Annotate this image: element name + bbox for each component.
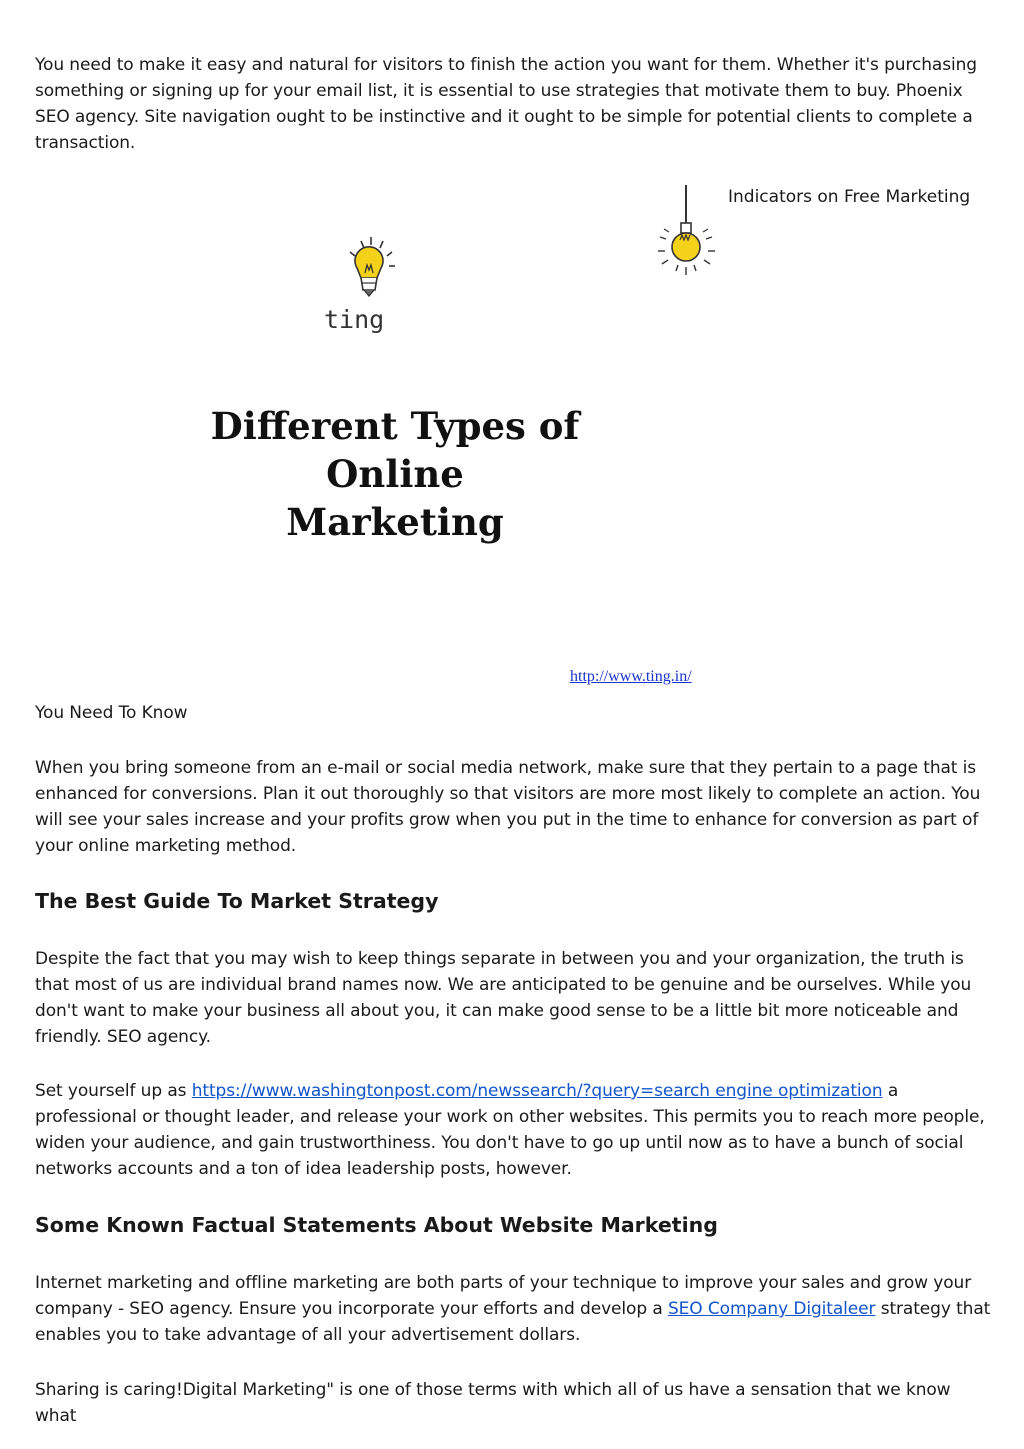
paragraph-sharing: Sharing is caring!Digital Marketing" is one of those terms with which all of us have a sensation that we know what: [35, 1380, 951, 1426]
washingtonpost-link[interactable]: https://www.washingtonpost.com/newssearch/?query=search engine optimization: [191, 1081, 883, 1101]
paragraph-thought-leader: [35, 1078, 993, 1182]
image-url: http://www.ting.in/: [570, 668, 692, 685]
text-segment: a professional or thought leader, and release your work on other websites. This permits you to reach more people, widen your audience, and gain trustworthiness. You don't have to go up until now as to have a bunch of social networks accounts and a ton of idea leadership posts, however.: [35, 1081, 985, 1179]
hanging-lightbulb-icon: [650, 185, 730, 285]
image-title-line2: Marketing: [286, 500, 504, 544]
seo-company-link[interactable]: SEO Company Digitaleer: [667, 1299, 876, 1319]
heading-website-marketing: Some Known Factual Statements About Website Marketing: [35, 1213, 718, 1237]
side-caption: Indicators on Free Marketing: [728, 187, 971, 207]
paragraph-continuation: You Need To Know: [35, 703, 188, 723]
marketing-image: [160, 180, 740, 690]
text-segment: Internet marketing and offline marketing are both parts of your technique to improve your sales and grow your company - SEO agency. Ensure you incorporate your efforts and develop a: [35, 1273, 972, 1319]
paragraph-offline-marketing: [35, 1270, 993, 1348]
image-title-line1: Different Types of Online: [210, 404, 580, 496]
paragraph-conversions: When you bring someone from an e-mail or social media network, make sure that they pertain to a page that is enhanced for conversions. Plan it out thoroughly so that visitors are more most likely to complete an action. You will see your sales increase and your profits grow when you put in the time to enhance for conversion as part of your online marketing method.: [35, 758, 981, 856]
paragraph-brand-names: Despite the fact that you may wish to keep things separate in between you and your organization, the truth is that most of us are individual brand names now. We are anticipated to be genuine and be ourselves. While you don't want to make your business all about you, it can make good sense to be a little bit more noticeable and friendly. SEO agency.: [35, 949, 972, 1047]
paragraph-intro: You need to make it easy and natural for visitors to finish the action you want for them. Whether it's purchasing something or signing up for your email list, it is essential to use strategies that motivate them to buy. Phoenix SEO agency. Site navigation ought to be instinctive and it ought to be simple for potential clients to complete a transaction.: [35, 55, 977, 153]
logo-text: ting: [324, 305, 385, 334]
text-segment: strategy that enables you to take advantage of all your advertisement dollars.: [35, 1299, 991, 1345]
lightbulb-logo-icon: [335, 235, 407, 310]
heading-market-strategy: The Best Guide To Market Strategy: [35, 889, 439, 913]
text-segment: Set yourself up as: [35, 1081, 192, 1101]
image-title: [160, 402, 630, 546]
